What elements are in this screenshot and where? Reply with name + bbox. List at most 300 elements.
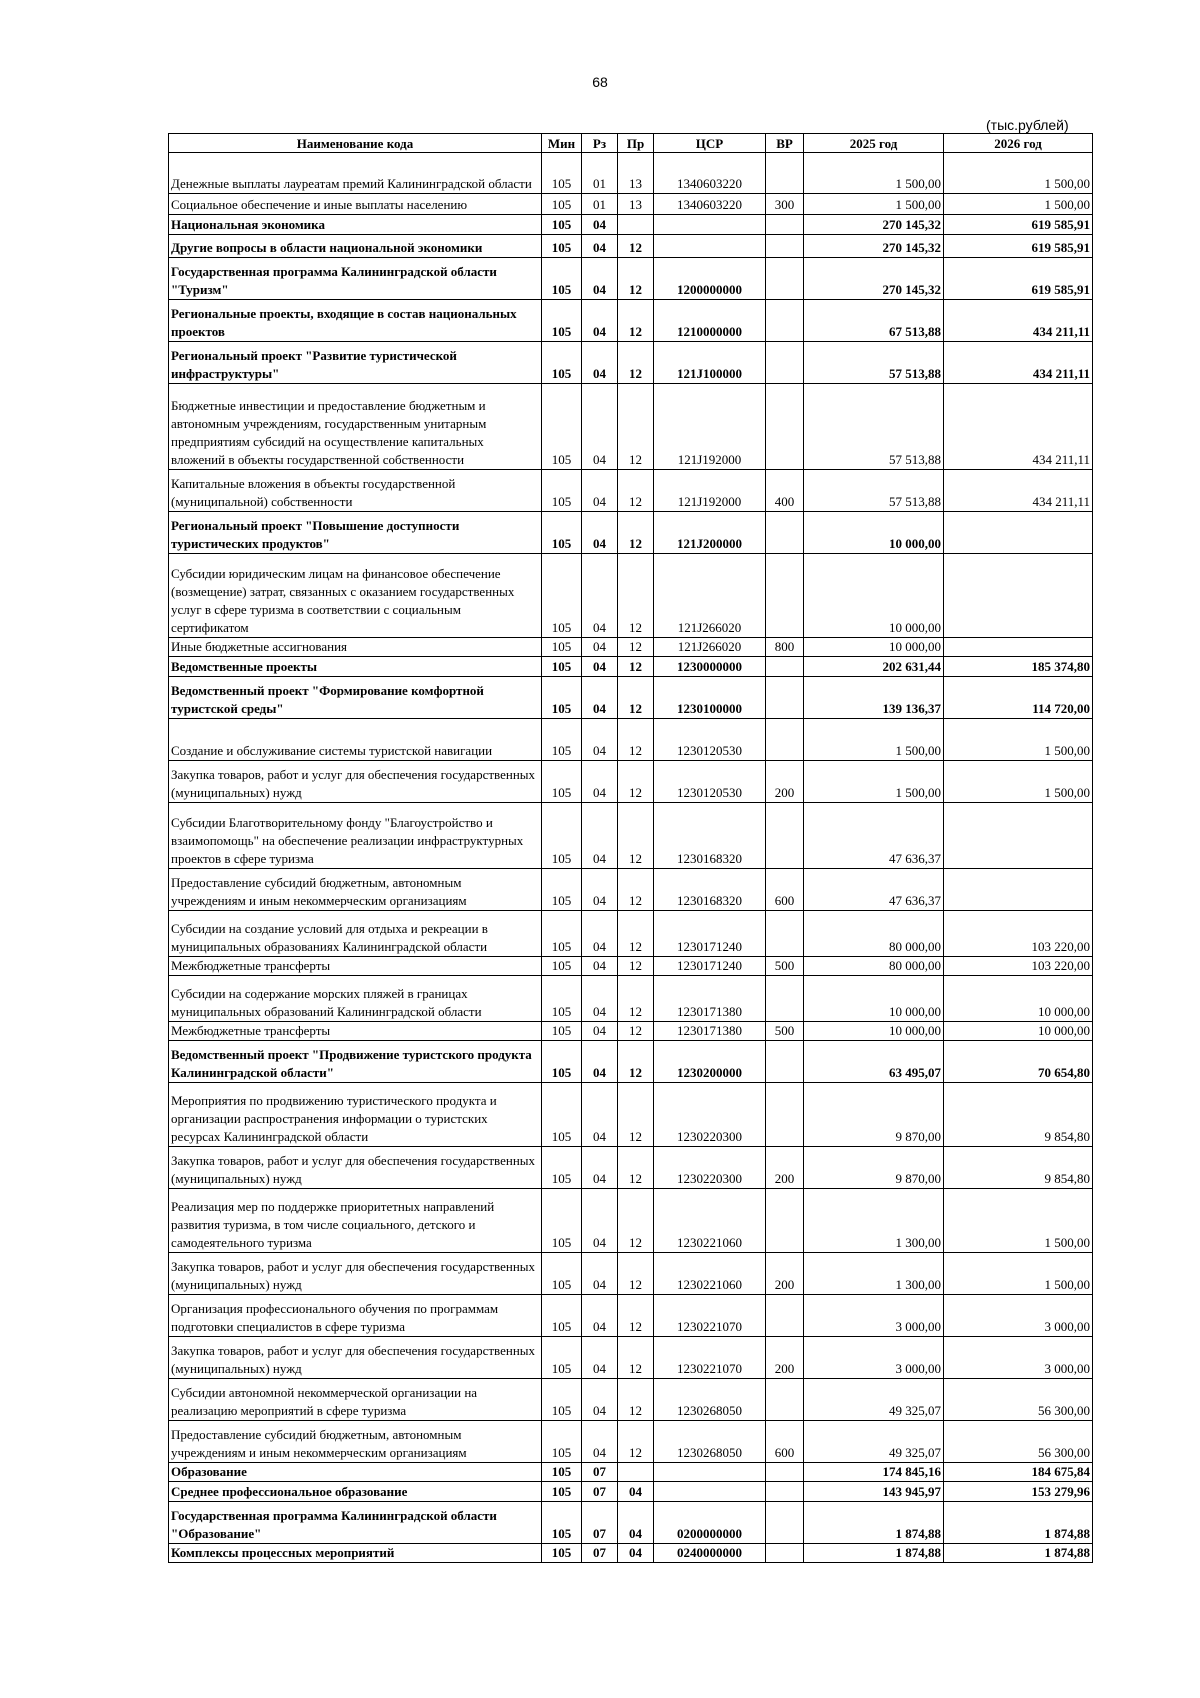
cell-min: 105: [542, 657, 582, 677]
cell-2026: 1 500,00: [944, 1253, 1093, 1295]
cell-name: Государственная программа Калининградской области "Туризм": [169, 258, 542, 300]
cell-rz: 04: [582, 1295, 618, 1337]
cell-vr: [766, 1379, 804, 1421]
cell-pr: 12: [618, 803, 654, 869]
cell-name: Национальная экономика: [169, 215, 542, 235]
cell-vr: 300: [766, 194, 804, 215]
cell-csr: 1230168320: [654, 869, 766, 911]
table-row: [169, 869, 1093, 911]
table-row: [169, 803, 1093, 869]
cell-2026: 434 211,11: [944, 470, 1093, 512]
cell-2025: 57 513,88: [804, 470, 944, 512]
cell-min: 105: [542, 554, 582, 638]
column-header-rz: Рз: [582, 134, 618, 153]
cell-rz: 04: [582, 638, 618, 657]
cell-2026: 9 854,80: [944, 1083, 1093, 1147]
cell-2025: 63 495,07: [804, 1041, 944, 1083]
cell-csr: 1230268050: [654, 1379, 766, 1421]
cell-csr: 121J192000: [654, 384, 766, 470]
cell-pr: 12: [618, 1022, 654, 1041]
cell-2026: 184 675,84: [944, 1463, 1093, 1482]
cell-rz: 04: [582, 911, 618, 957]
cell-vr: 200: [766, 761, 804, 803]
cell-vr: [766, 512, 804, 554]
cell-name: Ведомственный проект "Продвижение туристского продукта Калининградской области": [169, 1041, 542, 1083]
cell-min: 105: [542, 1147, 582, 1189]
table-row: [169, 1189, 1093, 1253]
cell-name: Предоставление субсидий бюджетным, автономным учреждениям и иным некоммерческим организациям: [169, 869, 542, 911]
cell-rz: 04: [582, 258, 618, 300]
cell-2026: 185 374,80: [944, 657, 1093, 677]
cell-csr: 121J266020: [654, 554, 766, 638]
table-row: [169, 512, 1093, 554]
table-row: [169, 657, 1093, 677]
cell-2025: 1 300,00: [804, 1253, 944, 1295]
cell-2026: 1 500,00: [944, 761, 1093, 803]
table-row: [169, 1083, 1093, 1147]
cell-csr: 121J192000: [654, 470, 766, 512]
column-header-2026: 2026 год: [944, 134, 1093, 153]
cell-2026: 3 000,00: [944, 1295, 1093, 1337]
cell-min: 105: [542, 677, 582, 719]
cell-2026: 56 300,00: [944, 1421, 1093, 1463]
page-number: 68: [592, 74, 608, 90]
cell-2026: [944, 512, 1093, 554]
cell-2025: 80 000,00: [804, 957, 944, 976]
cell-2026: 1 500,00: [944, 153, 1093, 194]
cell-pr: [618, 215, 654, 235]
cell-min: 105: [542, 342, 582, 384]
cell-csr: 1210000000: [654, 300, 766, 342]
cell-2026: 1 500,00: [944, 194, 1093, 215]
cell-rz: 04: [582, 1041, 618, 1083]
cell-2025: 3 000,00: [804, 1337, 944, 1379]
cell-vr: 400: [766, 470, 804, 512]
cell-rz: 04: [582, 957, 618, 976]
cell-csr: [654, 215, 766, 235]
cell-pr: 13: [618, 153, 654, 194]
table-row: [169, 911, 1093, 957]
table-row: [169, 554, 1093, 638]
cell-name: Закупка товаров, работ и услуг для обеспечения государственных (муниципальных) нужд: [169, 1337, 542, 1379]
cell-2026: [944, 803, 1093, 869]
cell-rz: 04: [582, 1147, 618, 1189]
cell-min: 105: [542, 1502, 582, 1544]
cell-name: Закупка товаров, работ и услуг для обеспечения государственных (муниципальных) нужд: [169, 1253, 542, 1295]
cell-name: Региональные проекты, входящие в состав национальных проектов: [169, 300, 542, 342]
cell-2025: 47 636,37: [804, 803, 944, 869]
cell-pr: 12: [618, 677, 654, 719]
table-row: [169, 761, 1093, 803]
cell-name: Другие вопросы в области национальной экономики: [169, 235, 542, 258]
cell-vr: [766, 976, 804, 1022]
cell-pr: 12: [618, 1337, 654, 1379]
cell-2025: 49 325,07: [804, 1421, 944, 1463]
cell-pr: 12: [618, 1147, 654, 1189]
cell-vr: [766, 153, 804, 194]
cell-rz: 04: [582, 657, 618, 677]
cell-min: 105: [542, 803, 582, 869]
table-row: [169, 258, 1093, 300]
cell-2025: 10 000,00: [804, 554, 944, 638]
cell-2025: 1 300,00: [804, 1189, 944, 1253]
table-row: [169, 1421, 1093, 1463]
cell-name: Организация профессионального обучения по программам подготовки специалистов в сфере туризма: [169, 1295, 542, 1337]
cell-vr: [766, 657, 804, 677]
cell-2025: 57 513,88: [804, 384, 944, 470]
cell-2025: 270 145,32: [804, 235, 944, 258]
table-row: [169, 1253, 1093, 1295]
cell-name: Закупка товаров, работ и услуг для обеспечения государственных (муниципальных) нужд: [169, 1147, 542, 1189]
cell-min: 105: [542, 384, 582, 470]
cell-csr: 0240000000: [654, 1544, 766, 1563]
cell-min: 105: [542, 470, 582, 512]
cell-name: Образование: [169, 1463, 542, 1482]
cell-csr: 1230120530: [654, 719, 766, 761]
cell-min: 105: [542, 194, 582, 215]
cell-pr: 12: [618, 342, 654, 384]
cell-csr: 1230171380: [654, 976, 766, 1022]
cell-csr: [654, 235, 766, 258]
cell-2026: 103 220,00: [944, 957, 1093, 976]
cell-2025: 10 000,00: [804, 638, 944, 657]
cell-min: 105: [542, 1463, 582, 1482]
cell-rz: 04: [582, 342, 618, 384]
cell-vr: 200: [766, 1337, 804, 1379]
cell-vr: 600: [766, 869, 804, 911]
column-header-csr: ЦСР: [654, 134, 766, 153]
cell-pr: 12: [618, 1041, 654, 1083]
cell-2026: [944, 638, 1093, 657]
cell-csr: 0200000000: [654, 1502, 766, 1544]
cell-2025: 1 874,88: [804, 1544, 944, 1563]
cell-name: Предоставление субсидий бюджетным, автономным учреждениям и иным некоммерческим организациям: [169, 1421, 542, 1463]
cell-name: Региональный проект "Повышение доступности туристических продуктов": [169, 512, 542, 554]
cell-name: Закупка товаров, работ и услуг для обеспечения государственных (муниципальных) нужд: [169, 761, 542, 803]
cell-min: 105: [542, 719, 582, 761]
table-row: [169, 215, 1093, 235]
cell-2025: 10 000,00: [804, 976, 944, 1022]
cell-min: 105: [542, 761, 582, 803]
cell-csr: 1230100000: [654, 677, 766, 719]
cell-2025: 1 500,00: [804, 194, 944, 215]
cell-vr: [766, 719, 804, 761]
cell-min: 105: [542, 215, 582, 235]
cell-pr: 12: [618, 911, 654, 957]
cell-csr: 1230220300: [654, 1147, 766, 1189]
cell-min: 105: [542, 976, 582, 1022]
cell-name: Мероприятия по продвижению туристического продукта и организации распространения информации о туристских ресурсах Калининградской области: [169, 1083, 542, 1147]
cell-pr: 12: [618, 719, 654, 761]
cell-2026: 619 585,91: [944, 235, 1093, 258]
cell-rz: 04: [582, 1421, 618, 1463]
cell-2025: 139 136,37: [804, 677, 944, 719]
cell-rz: 04: [582, 677, 618, 719]
cell-rz: 04: [582, 300, 618, 342]
cell-vr: [766, 1502, 804, 1544]
table-row: [169, 235, 1093, 258]
cell-csr: 121J100000: [654, 342, 766, 384]
cell-pr: 12: [618, 638, 654, 657]
cell-rz: 04: [582, 1189, 618, 1253]
cell-min: 105: [542, 911, 582, 957]
cell-min: 105: [542, 1022, 582, 1041]
cell-2025: 174 845,16: [804, 1463, 944, 1482]
cell-vr: [766, 677, 804, 719]
table-row: [169, 976, 1093, 1022]
cell-2025: 202 631,44: [804, 657, 944, 677]
cell-2026: [944, 554, 1093, 638]
cell-min: 105: [542, 1544, 582, 1563]
cell-rz: 04: [582, 1022, 618, 1041]
cell-min: 105: [542, 512, 582, 554]
cell-min: 105: [542, 1379, 582, 1421]
table-row: [169, 342, 1093, 384]
cell-name: Межбюджетные трансферты: [169, 1022, 542, 1041]
table-row: [169, 300, 1093, 342]
table-row: [169, 1463, 1093, 1482]
cell-rz: 04: [582, 719, 618, 761]
cell-2026: 10 000,00: [944, 976, 1093, 1022]
cell-vr: [766, 554, 804, 638]
cell-rz: 04: [582, 761, 618, 803]
cell-name: Социальное обеспечение и иные выплаты населению: [169, 194, 542, 215]
cell-vr: 200: [766, 1147, 804, 1189]
cell-vr: [766, 300, 804, 342]
cell-name: Иные бюджетные ассигнования: [169, 638, 542, 657]
cell-min: 105: [542, 1337, 582, 1379]
cell-2026: [944, 869, 1093, 911]
cell-csr: [654, 1463, 766, 1482]
cell-name: Субсидии юридическим лицам на финансовое обеспечение (возмещение) затрат, связанных с оказанием государственных услуг в сфере туризма в соответствии с социальным сертификатом: [169, 554, 542, 638]
cell-2026: 70 654,80: [944, 1041, 1093, 1083]
cell-2025: 1 500,00: [804, 719, 944, 761]
cell-rz: 04: [582, 512, 618, 554]
cell-rz: 04: [582, 1337, 618, 1379]
cell-name: Субсидии на содержание морских пляжей в границах муниципальных образований Калининградской области: [169, 976, 542, 1022]
cell-csr: 1230120530: [654, 761, 766, 803]
cell-name: Субсидии на создание условий для отдыха и рекреации в муниципальных образованиях Калининградской области: [169, 911, 542, 957]
cell-csr: 1230221060: [654, 1189, 766, 1253]
cell-rz: 04: [582, 1379, 618, 1421]
cell-2026: 434 211,11: [944, 342, 1093, 384]
cell-min: 105: [542, 1041, 582, 1083]
cell-2025: 9 870,00: [804, 1083, 944, 1147]
cell-csr: 1340603220: [654, 194, 766, 215]
table-row: [169, 1147, 1093, 1189]
cell-csr: 1230221060: [654, 1253, 766, 1295]
cell-2025: 10 000,00: [804, 1022, 944, 1041]
cell-name: Создание и обслуживание системы туристской навигации: [169, 719, 542, 761]
cell-rz: 04: [582, 384, 618, 470]
cell-vr: [766, 1482, 804, 1502]
cell-csr: 1230200000: [654, 1041, 766, 1083]
cell-2026: 434 211,11: [944, 300, 1093, 342]
cell-rz: 04: [582, 470, 618, 512]
cell-rz: 04: [582, 1253, 618, 1295]
cell-2026: 619 585,91: [944, 215, 1093, 235]
cell-2026: 3 000,00: [944, 1337, 1093, 1379]
cell-name: Государственная программа Калининградской области "Образование": [169, 1502, 542, 1544]
cell-2026: 56 300,00: [944, 1379, 1093, 1421]
table-row: [169, 194, 1093, 215]
cell-min: 105: [542, 1083, 582, 1147]
cell-2026: 9 854,80: [944, 1147, 1093, 1189]
cell-2026: 10 000,00: [944, 1022, 1093, 1041]
cell-rz: 07: [582, 1463, 618, 1482]
table-body: [169, 153, 1093, 1563]
cell-csr: 1230171380: [654, 1022, 766, 1041]
cell-2026: 434 211,11: [944, 384, 1093, 470]
table-row: [169, 1482, 1093, 1502]
cell-2025: 3 000,00: [804, 1295, 944, 1337]
table-row: [169, 719, 1093, 761]
cell-vr: 500: [766, 1022, 804, 1041]
cell-pr: 12: [618, 1379, 654, 1421]
table-row: [169, 1041, 1093, 1083]
table-row: [169, 153, 1093, 194]
cell-vr: [766, 1295, 804, 1337]
cell-rz: 04: [582, 869, 618, 911]
cell-vr: [766, 1083, 804, 1147]
cell-vr: [766, 911, 804, 957]
cell-name: Капитальные вложения в объекты государственной (муниципальной) собственности: [169, 470, 542, 512]
cell-pr: 12: [618, 657, 654, 677]
cell-pr: 12: [618, 384, 654, 470]
cell-vr: [766, 1041, 804, 1083]
cell-2025: 49 325,07: [804, 1379, 944, 1421]
cell-pr: 12: [618, 1421, 654, 1463]
cell-min: 105: [542, 1253, 582, 1295]
column-header-vr: ВР: [766, 134, 804, 153]
cell-2025: 80 000,00: [804, 911, 944, 957]
cell-2026: 1 874,88: [944, 1502, 1093, 1544]
table-row: [169, 677, 1093, 719]
cell-min: 105: [542, 153, 582, 194]
cell-name: Бюджетные инвестиции и предоставление бюджетным и автономным учреждениям, государственным унитарным предприятиям субсидий на осуществление капитальных вложений в объекты государственной собственности: [169, 384, 542, 470]
cell-vr: [766, 1463, 804, 1482]
cell-pr: 04: [618, 1544, 654, 1563]
cell-2025: 1 500,00: [804, 761, 944, 803]
column-header-name: Наименование кода: [169, 134, 542, 153]
cell-rz: 04: [582, 554, 618, 638]
cell-2026: 619 585,91: [944, 258, 1093, 300]
cell-rz: 04: [582, 235, 618, 258]
cell-min: 105: [542, 1189, 582, 1253]
cell-pr: 04: [618, 1482, 654, 1502]
cell-name: Субсидии Благотворительному фонду "Благоустройство и взаимопомощь" на обеспечение реализации инфраструктурных проектов в сфере туризма: [169, 803, 542, 869]
cell-pr: 12: [618, 761, 654, 803]
cell-csr: 1230221070: [654, 1295, 766, 1337]
cell-vr: 200: [766, 1253, 804, 1295]
table-row: [169, 1337, 1093, 1379]
cell-name: Субсидии автономной некоммерческой организации на реализацию мероприятий в сфере туризма: [169, 1379, 542, 1421]
cell-csr: 1230171240: [654, 911, 766, 957]
cell-pr: 12: [618, 235, 654, 258]
cell-pr: 12: [618, 258, 654, 300]
cell-rz: 07: [582, 1544, 618, 1563]
budget-table: [168, 133, 1093, 1563]
cell-csr: 1230220300: [654, 1083, 766, 1147]
cell-pr: 04: [618, 1502, 654, 1544]
cell-csr: 1230221070: [654, 1337, 766, 1379]
cell-min: 105: [542, 638, 582, 657]
cell-csr: 1230268050: [654, 1421, 766, 1463]
cell-min: 105: [542, 957, 582, 976]
cell-name: Комплексы процессных мероприятий: [169, 1544, 542, 1563]
cell-vr: [766, 235, 804, 258]
cell-pr: 12: [618, 1189, 654, 1253]
cell-csr: 1340603220: [654, 153, 766, 194]
cell-2026: 114 720,00: [944, 677, 1093, 719]
cell-name: Денежные выплаты лауреатам премий Калининградской области: [169, 153, 542, 194]
cell-rz: 07: [582, 1482, 618, 1502]
cell-csr: 121J200000: [654, 512, 766, 554]
cell-pr: 12: [618, 976, 654, 1022]
cell-vr: [766, 1544, 804, 1563]
cell-2026: 103 220,00: [944, 911, 1093, 957]
cell-2025: 270 145,32: [804, 258, 944, 300]
cell-2025: 67 513,88: [804, 300, 944, 342]
cell-name: Межбюджетные трансферты: [169, 957, 542, 976]
cell-csr: 121J266020: [654, 638, 766, 657]
cell-2025: 270 145,32: [804, 215, 944, 235]
cell-min: 105: [542, 1421, 582, 1463]
cell-pr: 13: [618, 194, 654, 215]
table-row: [169, 384, 1093, 470]
cell-name: Реализация мер по поддержке приоритетных направлений развития туризма, в том числе социального, детского и самодеятельного туризма: [169, 1189, 542, 1253]
cell-csr: 1230168320: [654, 803, 766, 869]
cell-pr: 12: [618, 300, 654, 342]
table-row: [169, 1022, 1093, 1041]
cell-pr: 12: [618, 1295, 654, 1337]
cell-2026: 153 279,96: [944, 1482, 1093, 1502]
cell-min: 105: [542, 1295, 582, 1337]
table-row: [169, 957, 1093, 976]
cell-2025: 143 945,97: [804, 1482, 944, 1502]
cell-rz: 04: [582, 1083, 618, 1147]
cell-vr: [766, 215, 804, 235]
cell-name: Региональный проект "Развитие туристической инфраструктуры": [169, 342, 542, 384]
cell-pr: [618, 1463, 654, 1482]
table-row: [169, 638, 1093, 657]
table-row: [169, 1544, 1093, 1563]
cell-2025: 1 874,88: [804, 1502, 944, 1544]
table-row: [169, 470, 1093, 512]
cell-vr: [766, 342, 804, 384]
cell-csr: 1230000000: [654, 657, 766, 677]
cell-pr: 12: [618, 957, 654, 976]
units-label: (тыс.рублей): [986, 117, 1069, 133]
cell-rz: 01: [582, 153, 618, 194]
cell-vr: [766, 1189, 804, 1253]
cell-rz: 07: [582, 1502, 618, 1544]
column-header-2025: 2025 год: [804, 134, 944, 153]
table-row: [169, 1379, 1093, 1421]
cell-pr: 12: [618, 554, 654, 638]
cell-csr: 1200000000: [654, 258, 766, 300]
cell-2025: 1 500,00: [804, 153, 944, 194]
cell-vr: [766, 803, 804, 869]
cell-min: 105: [542, 235, 582, 258]
column-header-min: Мин: [542, 134, 582, 153]
cell-pr: 12: [618, 1253, 654, 1295]
cell-min: 105: [542, 869, 582, 911]
table-header: [169, 134, 1093, 153]
cell-vr: 800: [766, 638, 804, 657]
cell-pr: 12: [618, 869, 654, 911]
column-header-pr: Пр: [618, 134, 654, 153]
